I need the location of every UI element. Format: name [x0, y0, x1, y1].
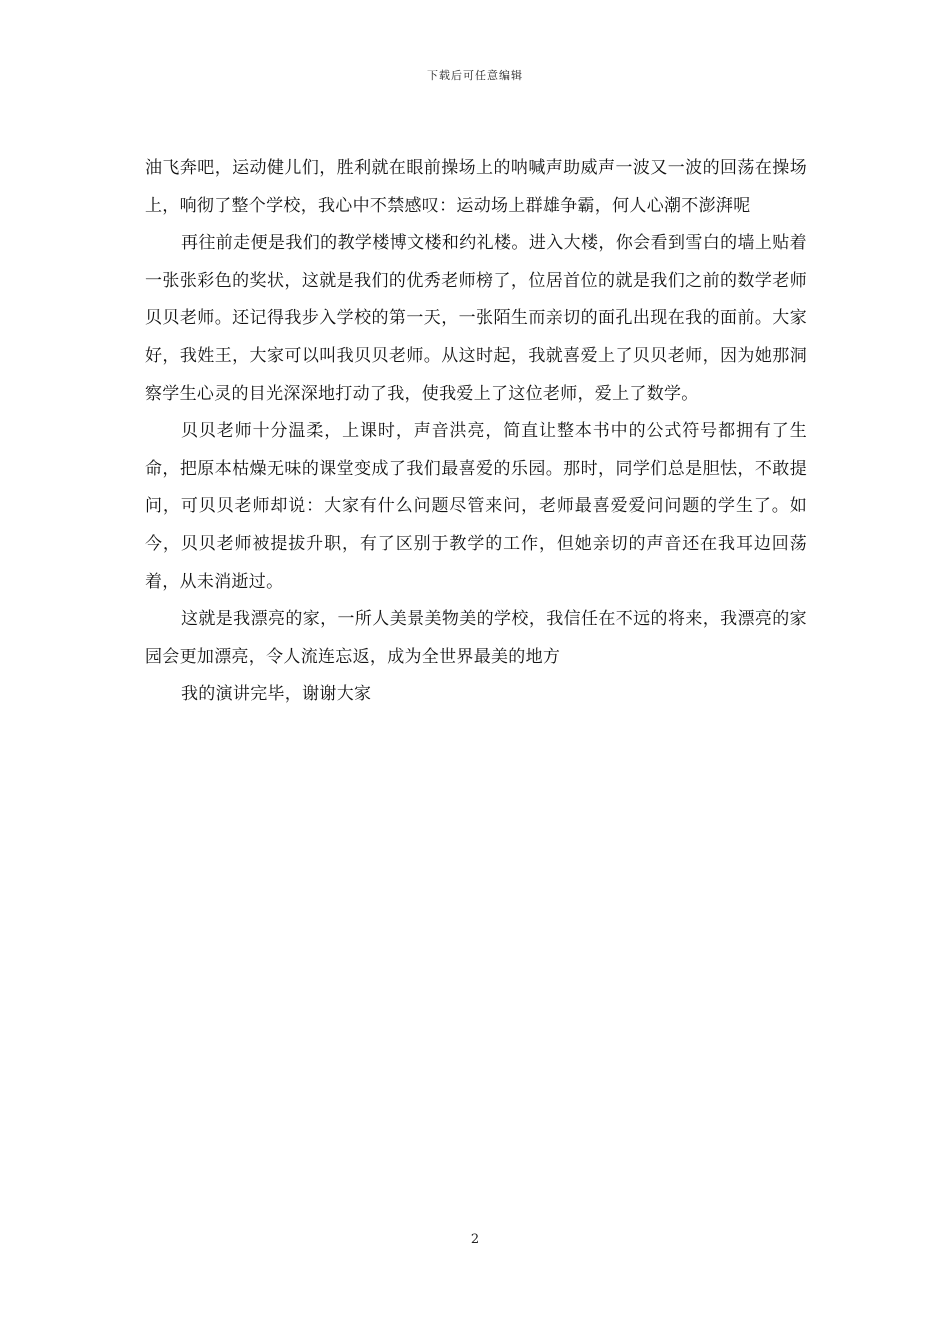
paragraph-3: 贝贝老师十分温柔，上课时，声音洪亮，简直让整本书中的公式符号都拥有了生命，把原本枯燥无味的课堂变成了我们最喜爱的乐园。那时，同学们总是胆怯，不敢提问，可贝贝老师却说：大家有什么问题尽管来问，老师最喜爱爱问问题的学生了。如今，贝贝老师被提拔升职，有了区别于教学的工作，但她亲切的声音还在我耳边回荡着，从未消逝过。: [145, 421, 807, 592]
paragraph-2: 再往前走便是我们的教学楼博文楼和约礼楼。进入大楼，你会看到雪白的墙上贴着一张张彩色的奖状，这就是我们的优秀老师榜了，位居首位的就是我们之前的数学老师贝贝老师。还记得我步入学校的第一天，一张陌生而亲切的面孔出现在我的面前。大家好，我姓王，大家可以叫我贝贝老师。从这时起，我就喜爱上了贝贝老师，因为她那洞察学生心灵的目光深深地打动了我，使我爱上了这位老师，爱上了数学。: [145, 233, 807, 404]
page-number: 2: [470, 1232, 480, 1247]
page-header: 下载后可任意编辑: [427, 69, 523, 82]
paragraph-4: 这就是我漂亮的家，一所人美景美物美的学校，我信任在不远的将来，我漂亮的家园会更加漂亮，令人流连忘返，成为全世界最美的地方: [145, 609, 807, 667]
document-body: [145, 150, 807, 714]
paragraph-5: 我的演讲完毕，谢谢大家: [181, 684, 372, 705]
paragraph-1: 油飞奔吧，运动健儿们，胜利就在眼前操场上的呐喊声助威声一波又一波的回荡在操场上，响彻了整个学校，我心中不禁感叹：运动场上群雄争霸，何人心潮不澎湃呢: [145, 158, 807, 216]
